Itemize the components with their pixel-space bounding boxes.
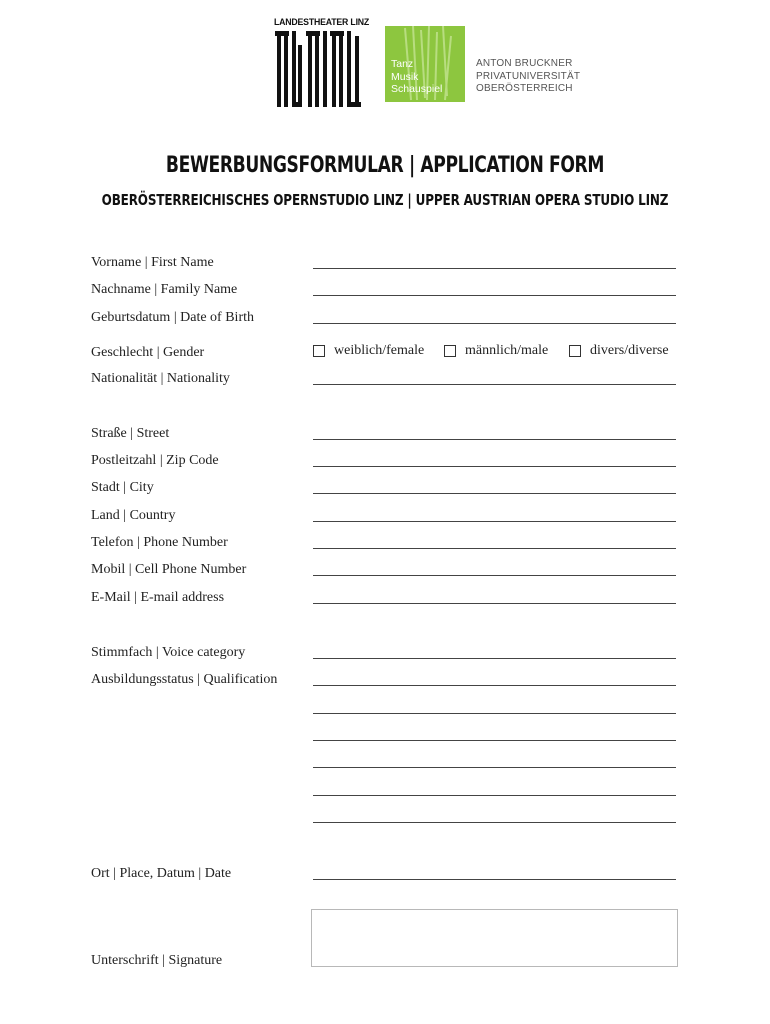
qualification-field-line-6[interactable] [313,822,676,823]
gender-option-diverse-label: divers/diverse [590,343,669,358]
zip-code-field[interactable] [313,466,676,467]
university-name-line-3: OBERÖSTERREICH [476,83,573,94]
checkbox-icon[interactable] [569,345,581,357]
gender-option-male-label: männlich/male [465,343,549,358]
university-name [476,58,580,96]
gender-option-diverse[interactable] [569,343,669,359]
place-date-label: Ort | Place, Datum | Date [91,866,232,881]
email-label: E-Mail | E-mail address [91,590,225,605]
form-subtitle: OBERÖSTERREICHISCHES OPERNSTUDIO LINZ | UPPER AUSTRIAN OPERA STUDIO LINZ [101,191,669,209]
nationality-label: Nationalität | Nationality [91,371,230,386]
date-of-birth-field[interactable] [313,323,676,324]
signature-label: Unterschrift | Signature [91,953,223,968]
landestheater-logo-mark-icon [275,31,363,109]
city-field[interactable] [313,493,676,494]
family-name-label: Nachname | Family Name [91,282,238,297]
email-field[interactable] [313,603,676,604]
logo-line-tanz: Tanz [391,58,414,70]
date-of-birth-label: Geburtsdatum | Date of Birth [91,310,254,325]
phone-field[interactable] [313,548,676,549]
checkbox-icon[interactable] [313,345,325,357]
qualification-field-line-4[interactable] [313,767,676,768]
voice-category-field[interactable] [313,658,676,659]
gender-option-male[interactable] [444,343,548,359]
qualification-field-line-1[interactable] [313,685,676,686]
street-label: Straße | Street [91,426,170,441]
family-name-field[interactable] [313,295,676,296]
voice-category-label: Stimmfach | Voice category [91,645,246,660]
university-name-line-1: ANTON BRUCKNER [476,58,573,69]
first-name-field[interactable] [313,268,676,269]
place-date-field[interactable] [313,879,676,880]
city-label: Stadt | City [91,480,154,495]
gender-label: Geschlecht | Gender [91,345,205,360]
gender-option-female-label: weiblich/female [334,343,425,358]
university-logo-box [385,26,465,102]
nationality-field[interactable] [313,384,676,385]
landestheater-logo-title: LANDESTHEATER LINZ [274,17,370,28]
mobile-label: Mobil | Cell Phone Number [91,562,247,577]
phone-label: Telefon | Phone Number [91,535,228,550]
zip-code-label: Postleitzahl | Zip Code [91,453,219,468]
university-name-line-2: PRIVATUNIVERSITÄT [476,70,581,82]
street-field[interactable] [313,439,676,440]
qualification-field-line-2[interactable] [313,713,676,714]
signature-box[interactable] [311,909,678,967]
qualification-field-line-3[interactable] [313,740,676,741]
logo-line-schauspiel: Schauspiel [391,83,443,95]
checkbox-icon[interactable] [444,345,456,357]
logo-line-musik: Musik [391,70,419,83]
qualification-label: Ausbildungsstatus | Qualification [91,672,278,687]
gender-option-female[interactable] [313,343,424,359]
first-name-label: Vorname | First Name [91,255,214,270]
landestheater-logo [274,17,370,109]
qualification-field-line-5[interactable] [313,795,676,796]
country-label: Land | Country [91,508,176,523]
form-title: BEWERBUNGSFORMULAR | APPLICATION FORM [165,153,605,178]
mobile-field[interactable] [313,575,676,576]
university-logo-box-text [391,58,442,96]
country-field[interactable] [313,521,676,522]
